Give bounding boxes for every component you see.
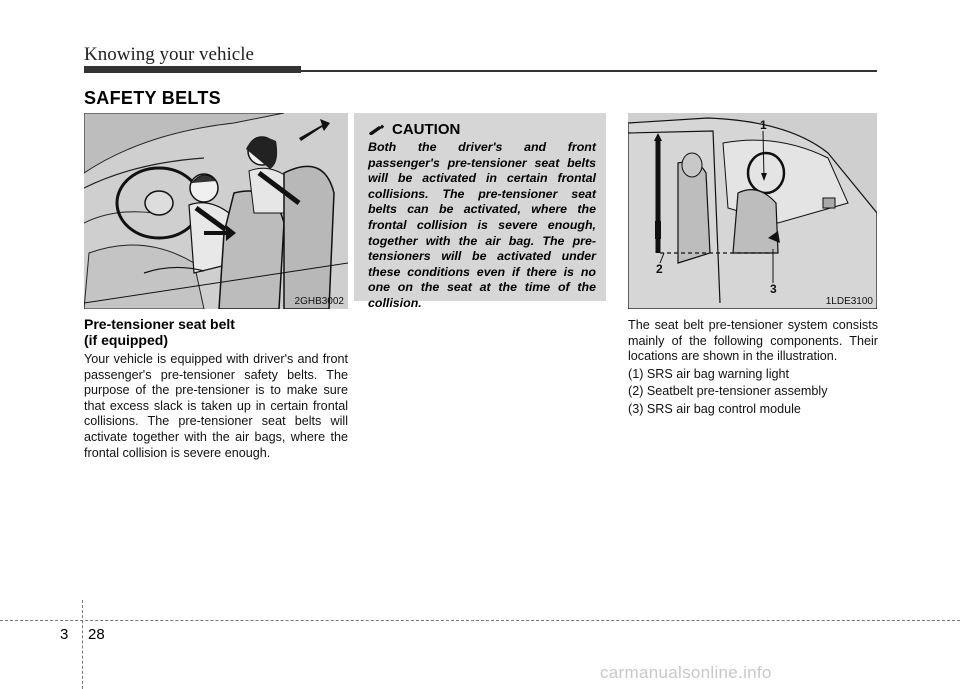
page-number: 28 xyxy=(88,626,105,643)
watermark-text: carmanualsonline.info xyxy=(600,663,772,682)
component-item-1: (1) SRS air bag warning light xyxy=(628,366,789,381)
car-interior-drawing xyxy=(84,113,348,309)
header-rule-thin xyxy=(301,70,877,72)
pretensioner-heading xyxy=(84,316,235,348)
page-section-number: 3 xyxy=(60,626,69,643)
figure-code-right: 1LDE3100 xyxy=(825,296,873,307)
pretensioner-body: Your vehicle is equipped with driver's and front passenger's pre-tensioner safety belts. The purpose of the pre-tensioner is to make sure that excess slack is taken up in certain frontal collisions. The pre-tensioner seat belts will activate together with the air bags, where the frontal collision is severe enough. xyxy=(84,352,348,460)
footer-dashed-divider xyxy=(82,600,83,689)
section-title: SAFETY BELTS xyxy=(84,88,221,108)
system-description xyxy=(628,318,878,418)
caution-box xyxy=(354,113,606,310)
footer-dashed-rule xyxy=(0,620,960,621)
system-intro: The seat belt pre-tensioner system consists mainly of the following components. Their locations are shown in the illustration. xyxy=(628,318,878,364)
callout-3: 3 xyxy=(770,282,777,296)
component-item-3: (3) SRS air bag control module xyxy=(628,401,801,416)
callout-1: 1 xyxy=(760,118,767,132)
header-rule-thick xyxy=(84,66,301,73)
pretensioner-heading-line2: (if equipped) xyxy=(84,332,168,348)
figure-code-left: 2GHB3002 xyxy=(294,296,344,307)
caution-label: CAUTION xyxy=(392,121,461,138)
pretensioner-heading-line1: Pre-tensioner seat belt xyxy=(84,316,235,332)
component-item-2: (2) Seatbelt pre-tensioner assembly xyxy=(628,384,828,399)
caution-text: Both the driver's and front passenger's pre-tensioner seat belts will be activated in certain frontal collisions. The pre-tensioner seat belts can be activated, where the frontal collision is severe enough, together with the air bag. The pre-tensioners will be activated under these conditions even if there is no one on the seat at the time of the collision. xyxy=(368,140,596,310)
pretensioner-illustration xyxy=(84,113,348,309)
running-header: Knowing your vehicle xyxy=(84,44,254,65)
caution-heading xyxy=(368,121,596,138)
component-location-illustration xyxy=(628,113,877,309)
callout-2: 2 xyxy=(656,262,663,276)
caution-pencil-icon xyxy=(368,124,386,136)
car-cutaway-drawing xyxy=(628,113,877,309)
